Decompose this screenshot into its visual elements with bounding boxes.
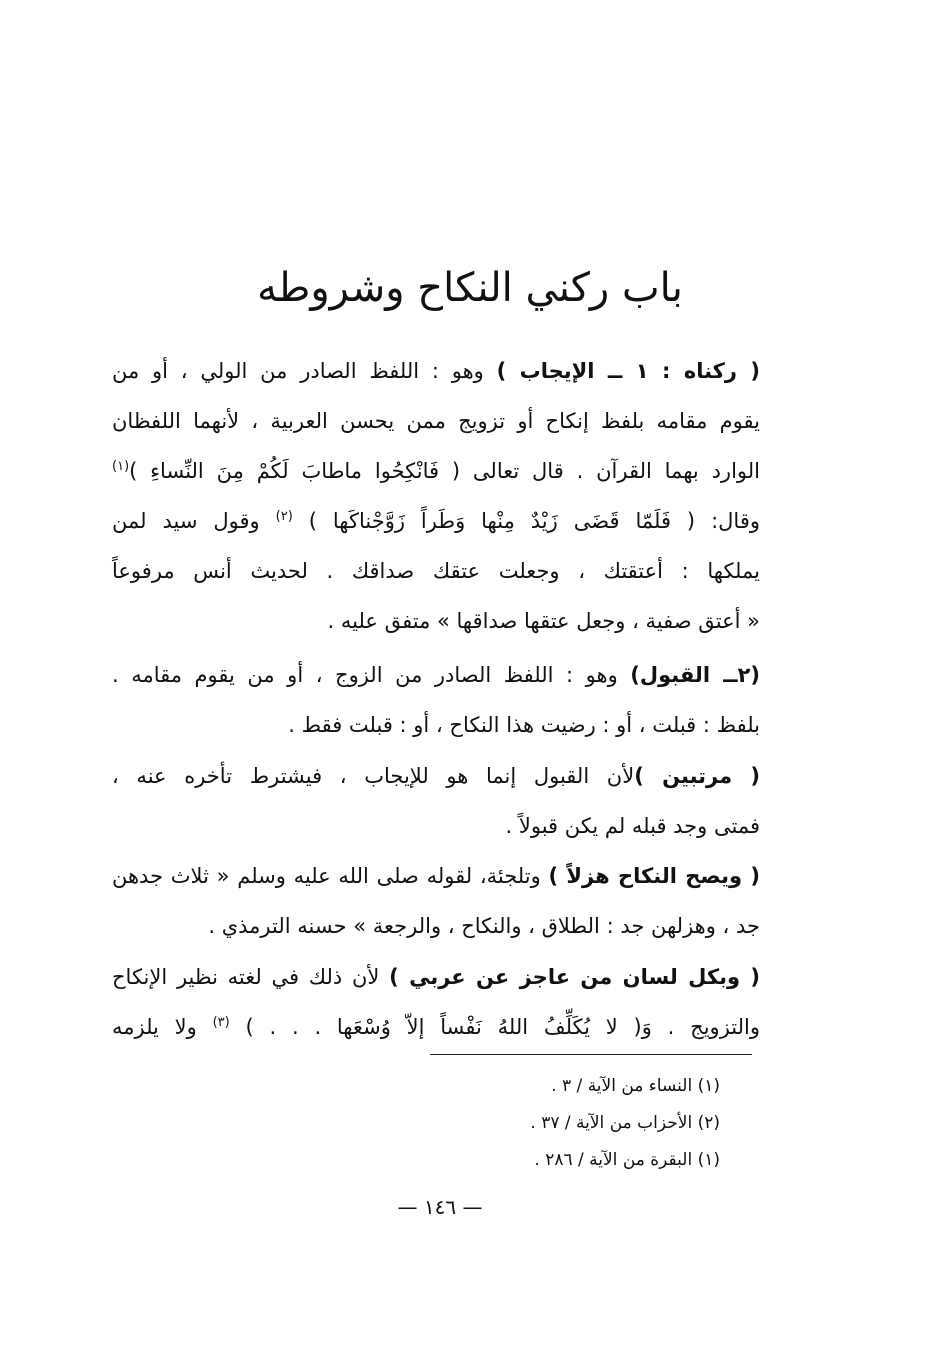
line-text: وتلجئة، لقوله صلى الله عليه وسلم « ثلاث جدهن bbox=[112, 864, 549, 888]
paragraph-lisan bbox=[112, 952, 760, 1052]
line-text: لأن القبول إنما هو للإيجاب ، فيشترط تأخره عنه ، bbox=[112, 764, 635, 788]
page-number: — ١٤٦ — bbox=[397, 1195, 483, 1219]
footnotes bbox=[300, 1068, 720, 1179]
text-line: فمتى وجد قبله لم يكن قبولاً . bbox=[505, 814, 760, 838]
footnote-marker: (٣) bbox=[212, 1015, 230, 1030]
text-line bbox=[112, 952, 760, 1002]
text-line bbox=[112, 496, 760, 546]
line-text: لأن ذلك في لغته نظير الإنكاح bbox=[112, 965, 390, 989]
paragraph-hazl bbox=[112, 851, 760, 951]
footnote-marker: (١) bbox=[112, 459, 130, 474]
term-heading: ( وبكل لسان من عاجز عن عربي ) bbox=[389, 965, 760, 989]
line-text: الوارد بهما القرآن . قال تعالى ( فَانْكِحُوا ماطابَ لَكُمْ مِنَ النِّساءِ ) bbox=[129, 459, 760, 483]
line-text: وقول سيد لمن bbox=[112, 509, 276, 533]
paragraph-murattabayn bbox=[112, 751, 760, 851]
line-text: ولا يلزمه bbox=[112, 1015, 213, 1039]
text-line bbox=[112, 446, 760, 496]
line-text: وقال: ( فَلَمّا قَضَى زَيْدٌ مِنْها وَطَراً زَوَّجْناكَها ) bbox=[308, 509, 760, 533]
term-heading: ( ويصح النكاح هزلاً ) bbox=[548, 864, 760, 888]
text-line: « أعتق صفية ، وجعل عتقها صداقها » متفق عليه . bbox=[327, 609, 760, 633]
term-heading: ( مرتبين ) bbox=[634, 764, 760, 788]
footnote-item: (١) البقرة من الآية / ٢٨٦ . bbox=[534, 1150, 720, 1170]
text-line: بلفظ : قبلت ، أو : رضيت هذا النكاح ، أو : قبلت فقط . bbox=[288, 713, 760, 737]
term-heading: (٢ــ القبول) bbox=[630, 663, 760, 687]
paragraph-qabul bbox=[112, 650, 760, 750]
term-heading: ( ركناه : ١ ــ الإيجاب ) bbox=[496, 359, 761, 383]
footnote-item: (١) النساء من الآية / ٣ . bbox=[551, 1076, 720, 1096]
text-line bbox=[112, 1002, 760, 1052]
footnote-divider bbox=[430, 1054, 752, 1055]
chapter-title: باب ركني النكاح وشروطه bbox=[257, 265, 683, 311]
footnote-marker: (٢) bbox=[275, 509, 293, 524]
text-line bbox=[112, 851, 760, 901]
text-line: جد ، وهزلهن جد : الطلاق ، والنكاح ، والرجعة » حسنه الترمذي . bbox=[208, 914, 760, 938]
text-line: يقوم مقامه بلفظ إنكاح أو تزويج ممن يحسن العربية ، لأنهما اللفظان bbox=[112, 409, 760, 433]
line-text: وهو : اللفظ الصادر من الزوج ، أو من يقوم مقامه . bbox=[112, 663, 631, 687]
paragraph-ijab bbox=[112, 346, 760, 646]
text-line bbox=[112, 346, 760, 396]
line-text: والتزويج . وَ( لا يُكَلِّفُ اللهُ نَفْساً إلاّ وُسْعَها . . . ) bbox=[245, 1015, 760, 1039]
text-line bbox=[112, 650, 760, 700]
line-text: وهو : اللفظ الصادر من الولي ، أو من bbox=[112, 359, 497, 383]
text-line bbox=[112, 751, 760, 801]
text-line: يملكها : أعتقتك ، وجعلت عتقك صداقك . لحديث أنس مرفوعاً bbox=[112, 559, 760, 583]
footnote-item: (٢) الأحزاب من الآية / ٣٧ . bbox=[530, 1113, 720, 1133]
